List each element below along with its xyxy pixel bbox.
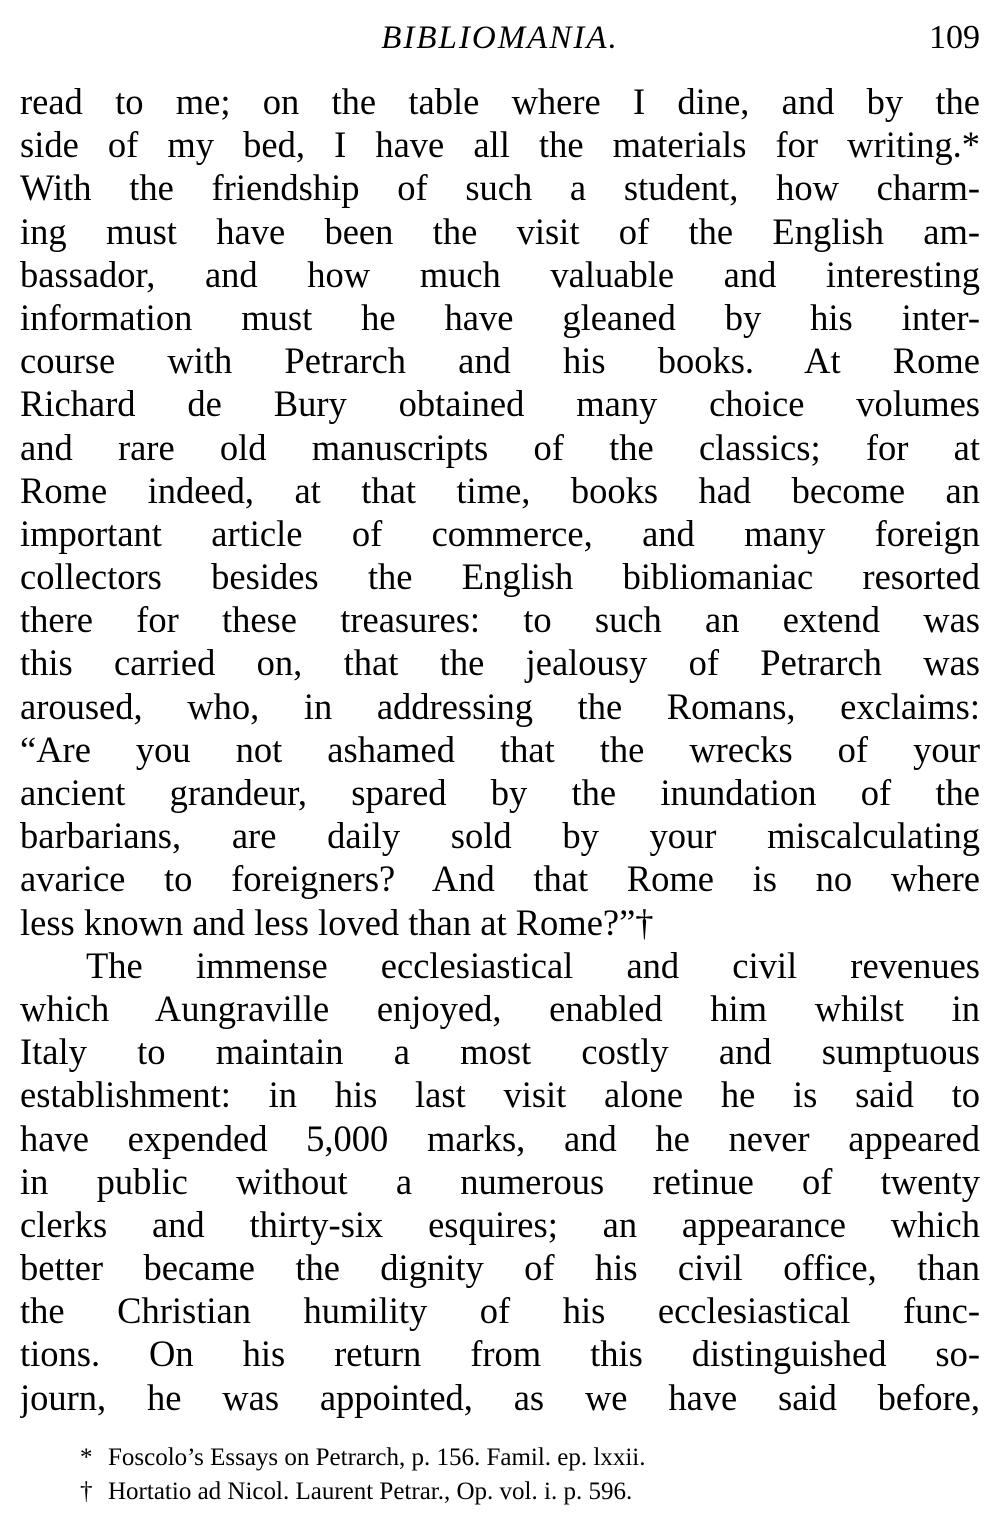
page-header [20, 12, 980, 60]
text-line: journ, he was appointed, as we have said before, [20, 1376, 980, 1418]
text-line: better became the dignity of his civil office, than [20, 1247, 980, 1289]
text-line: “Are you not ashamed that the wrecks of your [20, 728, 980, 770]
text-line: information must he have gleaned by his inter- [20, 296, 980, 338]
text-line: have expended 5,000 marks, and he never appeared [20, 1117, 980, 1159]
text-line: which Aungraville enjoyed, enabled him whilst in [20, 987, 980, 1029]
footnote-mark: * [80, 1443, 93, 1471]
book-page [20, 12, 980, 1509]
text-line: Rome indeed, at that time, books had become an [20, 469, 980, 511]
footnote-text: Foscolo’s Essays on Petrarch, p. 156. Famil. ep. lxxii. [108, 1443, 646, 1471]
text-line: avarice to foreigners? And that Rome is no where [20, 858, 980, 900]
footnote-mark: † [80, 1477, 93, 1505]
text-line: side of my bed, I have all the materials for writing.* [20, 124, 980, 166]
text-line: Richard de Bury obtained many choice volumes [20, 383, 980, 425]
text-line: in public without a numerous retinue of twenty [20, 1160, 980, 1202]
text-line: the Christian humility of his ecclesiastical func- [20, 1290, 980, 1332]
text-line: this carried on, that the jealousy of Petrarch was [20, 642, 980, 684]
text-line: With the friendship of such a student, how charm- [20, 167, 980, 209]
text-line: clerks and thirty-six esquires; an appearance which [20, 1203, 980, 1245]
text-line: barbarians, are daily sold by your miscalculating [20, 815, 980, 857]
text-line: ancient grandeur, spared by the inundation of the [20, 772, 980, 813]
text-line: less known and less loved than at Rome?”† [20, 901, 654, 943]
text-line: tions. On his return from this distinguished so- [20, 1333, 980, 1375]
text-line: establishment: in his last visit alone he is said to [20, 1074, 980, 1116]
text-line: important article of commerce, and many foreign [20, 512, 980, 554]
footnotes [20, 1441, 980, 1509]
page-number: 109 [929, 19, 980, 56]
text-line: course with Petrarch and his books. At Rome [20, 340, 980, 382]
body-text [20, 80, 980, 1419]
text-line: collectors besides the English bibliomaniac resorted [20, 556, 980, 598]
text-line: bassador, and how much valuable and interesting [20, 253, 980, 295]
text-line: read to me; on the table where I dine, and by the [20, 81, 980, 122]
footnote-text: Hortatio ad Nicol. Laurent Petrar., Op. vol. i. p. 596. [108, 1477, 633, 1505]
footnote [80, 1475, 980, 1509]
text-line: there for these treasures: to such an extend was [20, 599, 980, 641]
footnote [80, 1441, 980, 1475]
running-title: BIBLIOMANIA. [381, 20, 619, 56]
text-line: and rare old manuscripts of the classics; for at [20, 426, 980, 468]
text-line: aroused, who, in addressing the Romans, exclaims: [20, 685, 980, 727]
text-line: The immense ecclesiastical and civil revenues [86, 944, 980, 986]
text-line: Italy to maintain a most costly and sumptuous [20, 1031, 980, 1073]
text-line: ing must have been the visit of the English am- [20, 210, 980, 252]
